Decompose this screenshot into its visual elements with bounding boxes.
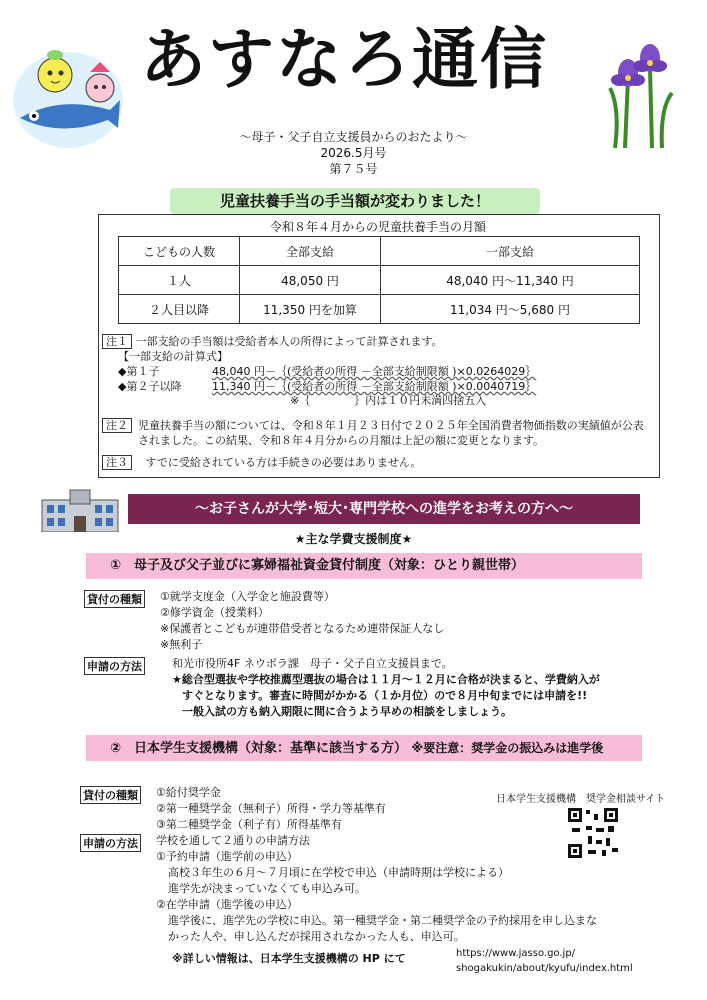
qr-caption: 日本学生支援機構 奨学金相談サイト xyxy=(496,794,666,805)
note-1-label: 注１ xyxy=(102,334,132,349)
allowance-change-banner: 児童扶養手当の手当額が変わりました！ xyxy=(170,188,540,214)
higher-education-banner: 〜お子さんが大学･短大･専門学校への進学をお考えの方へ〜 xyxy=(128,494,640,524)
note-2-label: 注２ xyxy=(102,418,132,433)
table-header: こどもの人数 xyxy=(119,237,240,266)
item-2-apply-line: 進学先が決まっていなくても申込み可。 xyxy=(168,882,366,895)
item-2-apply-label: 申請の方法 xyxy=(80,834,141,852)
item-1-loan-line: ※保護者とこどもが連帯借受者となるため連帯保証人なし xyxy=(160,622,445,635)
issue-date: 2026.5月号 xyxy=(320,146,387,160)
note-3 xyxy=(102,455,422,470)
item-1-loan-line: ※無利子 xyxy=(160,638,203,651)
support-heading: ★主な学費支援制度★ xyxy=(294,532,413,546)
table-header: 全部支給 xyxy=(240,237,381,266)
table-cell: 48,040 円〜11,340 円 xyxy=(381,266,640,295)
formula-note: ※｛ ｝内は１０円未満四捨五入 xyxy=(290,394,487,407)
item-2-apply-line: ①予約申請（進学前の申込） xyxy=(156,850,298,863)
item-2-apply-line: 進学後に、進学先の学校に申込。第一種奨学金・第二種奨学金の予約採用を申し込まな xyxy=(168,914,597,927)
table-cell: 11,350 円を加算 xyxy=(240,295,381,324)
formula-title: 【一部支給の計算式】 xyxy=(118,350,228,363)
jasso-url-link[interactable]: https://www.jasso.go.jp/ shogakukin/about/kyufu/index.html xyxy=(456,948,633,974)
issue-number: 第７５号 xyxy=(329,162,378,176)
formula-1: 48,040 円－｛(受給者の所得 －全部支給制限額 )×0.0264029｝ xyxy=(212,365,537,378)
table-cell: ２人目以降 xyxy=(119,295,240,324)
formula-1-label: ◆第１子 xyxy=(118,365,160,378)
item-2-title-bar xyxy=(86,735,642,761)
table-header-row xyxy=(119,237,640,266)
item-1-warning: すぐとなります。審査に時間がかかる（１か月位）ので８月中旬までには申請を!! xyxy=(182,689,588,702)
table-cell: 48,050 円 xyxy=(240,266,381,295)
note-3-text: すでに受給されている方は手続きの必要はありません。 xyxy=(145,456,422,469)
item-1-loan-line: ①就学支度金（入学金と施設費等） xyxy=(160,590,335,603)
formula-2: 11,340 円－｛(受給者の所得 －全部支給制限額 )×0.0040719｝ xyxy=(212,380,537,393)
item-2-loan-line: ③第二種奨学金（利子有）所得基準有 xyxy=(156,818,342,831)
page-title: あすなろ通信 xyxy=(140,21,548,98)
item-2-loan-label: 貸付の種類 xyxy=(80,786,141,804)
item-1-title: ① 母子及び父子並びに寡婦福祉資金貸付制度（対象：ひとり親世帯） xyxy=(86,553,642,579)
item-2-apply-line: 学校を通して２通りの申請方法 xyxy=(156,834,310,847)
item-2-apply-line: 高校３年生の６月〜７月頃に在学校で申込（申請時期は学校による） xyxy=(168,866,509,879)
note-1-text: 一部支給の手当額は受給者本人の所得によって計算されます。 xyxy=(135,335,443,348)
item-2-loan-line: ①給付奨学金 xyxy=(156,786,221,799)
item-1-warning: 一般入試の方も納入期限に間に合うよう早めの相談をしましょう。 xyxy=(182,705,512,718)
note-3-label: 注３ xyxy=(102,455,132,470)
allowance-table xyxy=(118,236,640,324)
item-2-apply-line: ②在学申請（進学後の申込） xyxy=(156,898,298,911)
note-2-text: 児童扶養手当の額については、令和８年１月２３日付で２０２５年全国消費者物価指数の実績値が公表されました。この結果、令和８年４月分からの月額は上記の額に変更となります。 xyxy=(138,419,644,447)
item-1-loan-line: ②修学資金（授業料） xyxy=(160,606,269,619)
qr-code-icon[interactable] xyxy=(566,806,620,860)
table-row xyxy=(119,266,640,295)
formula-2-label: ◆第２子以降 xyxy=(118,380,182,393)
item-2-title: ② 日本学生支援機構（対象：基準に該当する方） xyxy=(110,741,408,756)
item-2-apply-line: かった人や、申し込んだが採用されなかった人も、申込可。 xyxy=(168,930,465,943)
item-1-loan-label: 貸付の種類 xyxy=(84,590,145,608)
item-1-apply-text: 和光市役所4F ネウボラ課 母子・父子自立支援員まで。 xyxy=(172,657,453,670)
table-cell: 11,034 円〜5,680 円 xyxy=(381,295,640,324)
footer-note: ※詳しい情報は、日本学生支援機構の HP にて xyxy=(172,952,406,965)
item-2-loan-line: ②第一種奨学金（無利子）所得・学力等基準有 xyxy=(156,802,386,815)
item-2-title-note: ※要注意：奨学金の振込みは進学後 xyxy=(411,741,604,755)
table-caption: 令和８年４月からの児童扶養手当の月額 xyxy=(269,220,486,234)
subtitle: 〜母子・父子自立支援員からのおたより〜 xyxy=(239,130,468,144)
note-2-label-wrap xyxy=(102,418,132,433)
school-building-icon xyxy=(40,488,120,532)
table-header: 一部支給 xyxy=(381,237,640,266)
note-1 xyxy=(102,334,443,349)
table-row xyxy=(119,295,640,324)
table-cell: １人 xyxy=(119,266,240,295)
item-1-apply-label: 申請の方法 xyxy=(84,657,145,675)
item-1-warning: ★総合型選抜や学校推薦型選抜の場合は１１月〜１２月に合格が決まると、学費納入が xyxy=(172,673,600,686)
